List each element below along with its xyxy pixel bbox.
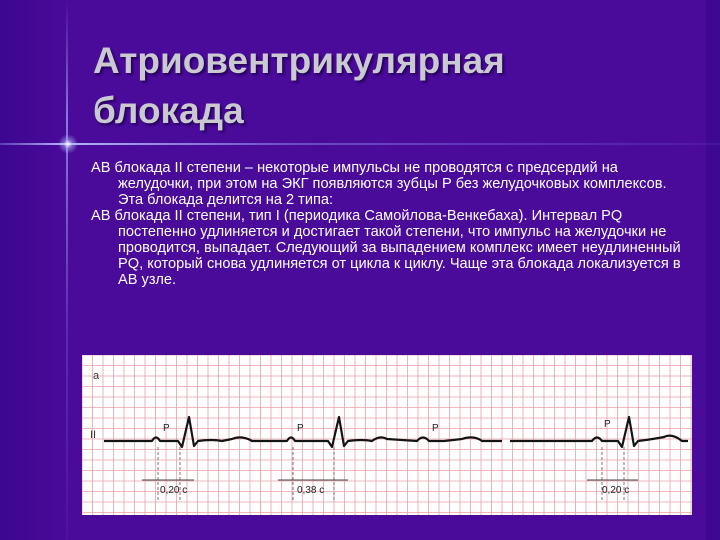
ecg-strip	[82, 355, 692, 515]
title-line-1: Атриовентрикулярная	[93, 40, 505, 81]
paragraph-definition: АВ блокада II степени – некоторые импульсы не проводятся с предсердий на желудочки, при этом на ЭКГ появляются зубцы Р без желудочковых комплексов. Эта блокада делится на 2 типа:	[91, 160, 667, 208]
ecg-figure	[82, 355, 692, 515]
horizontal-accent-line	[0, 143, 720, 145]
p-wave-label: P	[163, 423, 170, 434]
right-decor-band	[706, 0, 720, 540]
ecg-trace	[104, 417, 688, 447]
interval-label: 0,20 с	[160, 485, 188, 496]
interval-label: 0,38 с	[297, 485, 325, 496]
interval-label: 0,20 с	[602, 485, 630, 496]
lead-label: II	[90, 429, 97, 441]
title-line-2: блокада	[93, 90, 244, 131]
paragraph-type-1: АВ блокада II степени, тип I (периодика Самойлова-Венкебаха). Интервал PQ постепенно удлиняется и достигает такой степени, что импульс на желудочки не проводится, выпадает. Следующий за выпадением комплекс имеет неудлиненный PQ, который снова удлиняется от цикла к циклу. Чаще эта блокада локализуется в АВ узле.	[91, 208, 681, 288]
slide-title	[93, 36, 653, 136]
accent-sparkle	[58, 134, 78, 154]
panel-label: а	[93, 370, 100, 382]
p-wave-label: P	[432, 423, 439, 434]
slide-body	[91, 160, 681, 288]
vertical-accent-line	[66, 0, 68, 540]
p-wave-label: P	[604, 419, 611, 430]
interval-markers	[158, 447, 624, 500]
p-wave-label: P	[297, 423, 304, 434]
left-decor-band	[0, 0, 68, 540]
